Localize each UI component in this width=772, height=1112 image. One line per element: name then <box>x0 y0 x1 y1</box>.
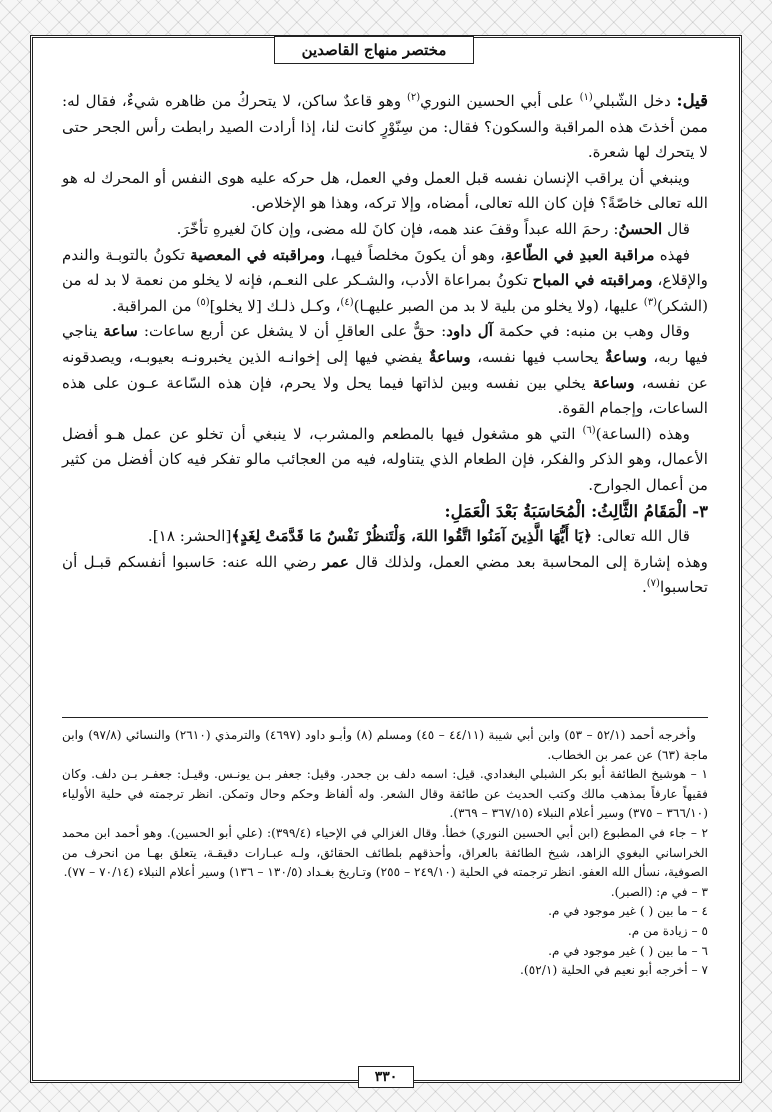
bold-term: وساعةٌ <box>605 347 647 366</box>
footnote-ref: (٤) <box>340 296 354 308</box>
bold-term: وساعةٌ <box>428 347 471 366</box>
text: وهذه (الساعة) <box>595 424 690 443</box>
text: وقال وهب بن منبه: في حكمة <box>493 322 691 341</box>
paragraph-6 <box>62 422 708 499</box>
footnote-ref: (٧) <box>646 578 660 590</box>
footnote-ref: (٣) <box>643 296 657 308</box>
text: ، وهو أن يكونَ مخلصاً فيهـا، <box>324 245 505 264</box>
paragraph-8 <box>62 550 708 601</box>
footnote-5: ٥ – زيادة من م. <box>627 923 708 938</box>
footnotes <box>62 726 708 981</box>
footnote-4: ٤ – ما بين ( ) غير موجود في م. <box>548 904 708 919</box>
footnote-6: ٦ – ما بين ( ) غير موجود في م. <box>548 943 708 958</box>
text: يحاسب فيها نفسه، <box>470 347 606 366</box>
text: من المراقبة. <box>112 296 197 315</box>
person-name: عمر <box>322 552 349 571</box>
footnote-ref: (٦) <box>582 424 596 436</box>
paragraph-4 <box>62 243 708 320</box>
text: تكونُ بمراعاة الأدب، والشـكر على النعـم، فإنه لا يخلو من نعمة لا بد له من (الشكر) <box>62 271 708 315</box>
running-header <box>274 36 474 64</box>
main-text <box>62 88 708 601</box>
text: يخلي بين نفسه وبين لذاتها فيما يحل ولا يحرم، فإن هذه السّاعة عـون على هذه الساعات، وإجمام القوة. <box>62 373 708 418</box>
text: وهو قاعدٌ ساكن، لا يتحركُ من ظاهره شيءٌ، فقال له: ممن أخذتَ هذه المراقبة والسكون؟ فقال: من سِنّوْرٍ كانت لنا، إذا أرادت الصيد رابطت رأس الجحر حتى لا يتحرك لها شعرة. <box>62 92 708 162</box>
section-heading: ٣- الْمَقَامُ الثَّالِثُ: الْمُحَاسَبَةُ بَعْدَ الْعَمَلِ: <box>444 501 708 521</box>
footnote-separator <box>62 717 708 718</box>
footnote-2: ٢ – جاء في المطبوع (ابن أبي الحسين النوري) خطأ. وقال الغزالي في الإحياء (٣٩٩/٤): (علي أبو الحسين). وهو أحمد ابن محمد الخراساني البغوي الزاهد، شيخ الطائفة بالعراق، وأحذقهم بلطائف الحقائق، ولـه عبـارات دقيقـة، يتعلق بهـا من انحرف من الصوفية، نسأل الله العفو. انظر ترجمته في الحلية (٢٤٩/١٠ – ٢٥٥) وتـاريخ بغـداد (١٣٠/٥ – ١٣٦) وسير أعلام النبلاء (٧٠/١٤ – ٧٧). <box>62 825 708 880</box>
paragraph-3 <box>62 217 708 243</box>
footnote-1: ١ – هوشيخ الطائفة أبو بكر الشبلي البغدادي. قيل: اسمه دلف بن جحدر. وقيل: جعفر بـن يونـس. وقيـل: جعفـر بـن دلف. وكان فقيهاً عارفاً بمذهب مالك وكتب الحديث عن طائفة وقال الشعر. وله ألفاظ وحكم وحال وتمكن. انظر ترجمته في حلية الأولياء (٣٦٦/١٠ – ٣٧٥) وسير أعلام النبلاء (٣٦٧/١٥ – ٣٦٩). <box>62 767 708 821</box>
page-number-box <box>358 1066 414 1088</box>
footnote-ref: (٥) <box>196 296 210 308</box>
bold-term: ساعة <box>103 322 138 341</box>
text: وهذه إشارة إلى المحاسبة بعد مضي العمل، ولذلك قال <box>348 552 708 571</box>
bold-term: ومراقبته في المعصية <box>190 245 325 264</box>
text: دخل الشّبلي <box>592 92 677 110</box>
book-title: مختصر منهاج القاصدين <box>301 41 447 59</box>
text: . <box>641 578 647 597</box>
text: قال <box>662 219 690 238</box>
text: قال الله تعالى: <box>591 527 690 546</box>
footnote-7: ٧ – أخرجه أبو نعيم في الحلية (٥٢/١). <box>520 963 708 978</box>
paragraph-1 <box>62 88 708 166</box>
text: فهذه <box>654 245 690 264</box>
person-name: الحسنُ <box>618 219 663 238</box>
bold-term: ومراقبته في المباح <box>532 271 653 290</box>
page-number: ٣٣٠ <box>374 1069 398 1085</box>
lead-word: قيل: <box>676 91 708 110</box>
text: التي هو مشغول فيها بالمطعم والمشرب، لا ينبغي أن تخلو عن عمل هـو أفضل الأعمال، وهو الذكر والفكر، فإن الطعام الذي يتناوله، فيه من العجائب مالو تفكر فيه كان أفضل من كثير من أعمال الجوارح. <box>62 424 708 494</box>
text: رضي الله عنه: حَاسبوا أنفسكم قبـل أن تحاسبوا <box>62 552 708 597</box>
bold-term: مراقبة العبدِ في الطّاعةِ <box>504 245 655 264</box>
text: ، وكـل ذلـك [لا يخلو] <box>209 296 341 315</box>
paragraph-5 <box>62 319 708 421</box>
text: عليها، (ولا يخلو من بلية لا بد من الصبر عليهـا) <box>353 296 644 315</box>
bold-term: وساعة <box>592 373 635 392</box>
text: يفضي فيها إلى إخوانـه الذين يخبرونـه بعيوبـه، ويصدقونه عن نفسه، <box>62 347 708 392</box>
verse-reference: [الحشر: ١٨]. <box>147 527 232 546</box>
text: تكونُ بالتوبـة والندم والإقلاع، <box>62 245 708 290</box>
footnote-takhrij: وأخرجه أحمد (٥٢/١ – ٥٣) وابن أبي شيبة (٤٤/١١ – ٤٥) ومسلم (٨) وأبـو داود (٤٦٩٧) والترمذي (٢٦١٠) والنسائي (٩٧/٨) وابن ماجة (٦٣) عن عمر بن الخطاب. <box>62 728 708 762</box>
paragraph-7 <box>62 524 708 550</box>
bold-term: آل داود <box>446 322 493 341</box>
text: : رحمَ الله عبداً وقفَ عند همه، فإن كانَ لله مضى، وإن كانَ لغيرهِ تأخّرَ. <box>176 219 619 238</box>
text: على أبي الحسين النوري <box>420 92 580 110</box>
text: يناجي فيها ربه، <box>62 322 708 366</box>
paragraph-2: وينبغي أن يراقب الإنسان نفسه قبل العمل وفي العمل، هل حركه عليه هوى النفس أو المحرك له هو الله تعالى خاصّةً؟ فإن كان الله تعالى، أمضاه، وإلا تركه، وهذا هو الإخلاص. <box>62 168 708 213</box>
footnote-ref: (٢) <box>406 91 421 103</box>
quran-verse: ﴿يَا أَيُّهَا الَّذِينَ آمَنُوا اتَّقُوا اللهَ، وَلْتَنظُرْ نَفْسٌ مَا قَدَّمَتْ لِغَدٍ﴾ <box>231 527 592 546</box>
footnote-ref: (١) <box>579 91 593 103</box>
text: : حقٌّ على العاقلِ أن لا يشغل عن أربع ساعات: <box>137 322 447 341</box>
footnote-3: ٣ – في م: (الصبر). <box>610 884 708 899</box>
